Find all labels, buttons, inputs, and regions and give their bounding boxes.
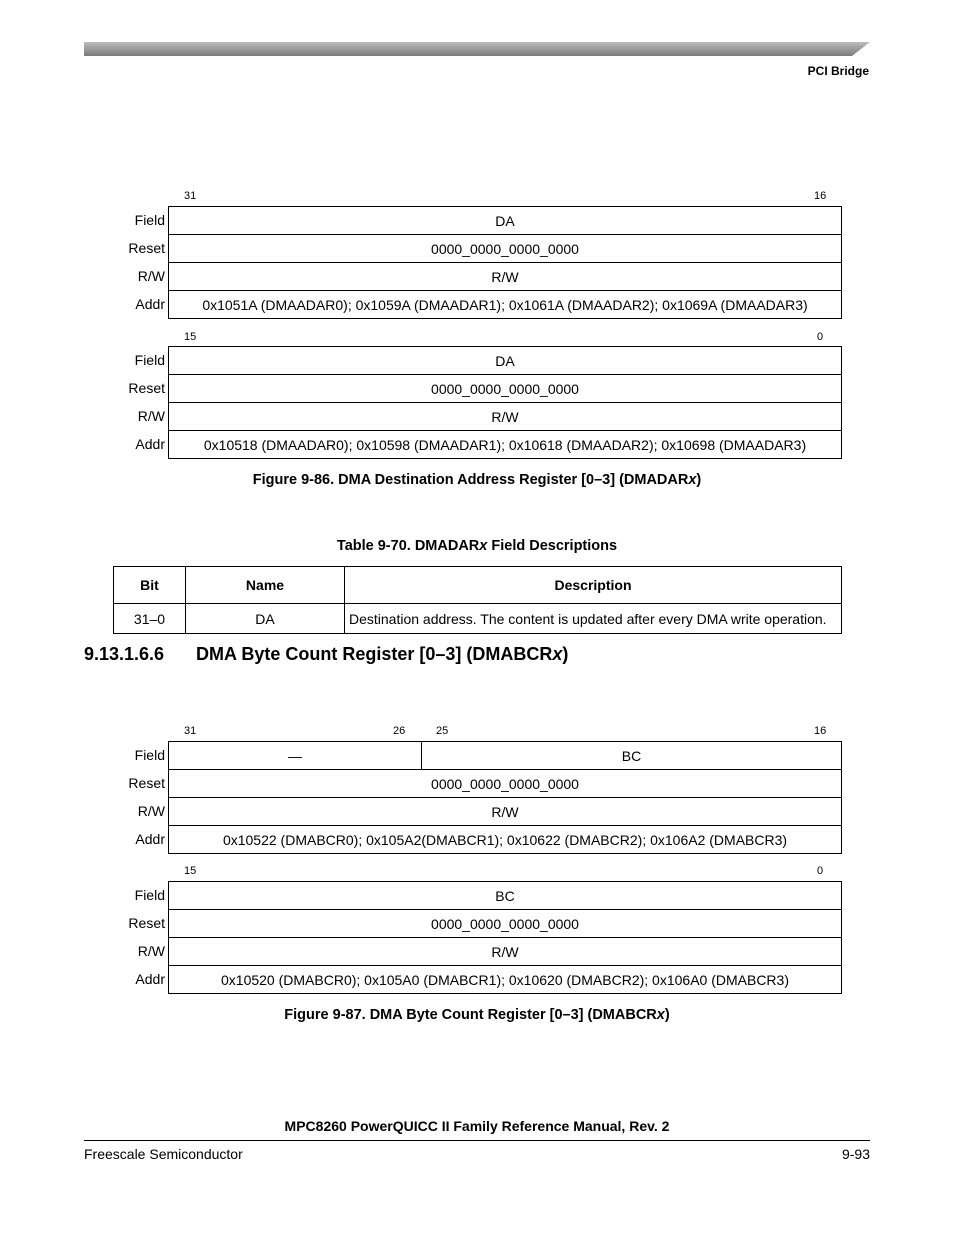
row-label-reset: Reset: [128, 380, 165, 396]
column-header: Bit: [114, 567, 186, 604]
row-label-addr: Addr: [135, 971, 165, 987]
footer-rule: [84, 1140, 870, 1141]
row-label-addr: Addr: [135, 296, 165, 312]
field-cell: DA: [169, 207, 842, 235]
header-bar: [84, 42, 870, 56]
register-diagram-dmabcr-lower: [168, 881, 842, 994]
description-cell: Destination address. The content is updated after every DMA write operation.: [345, 604, 842, 634]
register-diagram-dmadar-lower: [168, 346, 842, 459]
reserved-field-cell: —: [169, 742, 422, 770]
bit-number: 26: [393, 725, 406, 737]
bit-number: 0: [817, 331, 824, 343]
row-label-rw: R/W: [137, 268, 165, 284]
name-cell: DA: [186, 604, 345, 634]
rw-cell: R/W: [169, 798, 842, 826]
figure-caption: Figure 9-87. DMA Byte Count Register [0–3] (DMABCRx): [284, 1007, 670, 1023]
row-label-reset: Reset: [128, 775, 165, 791]
field-cell: BC: [422, 742, 842, 770]
register-diagram-dmabcr-upper: [168, 741, 842, 854]
bit-number: 16: [814, 190, 827, 202]
reset-cell: 0000_0000_0000_0000: [169, 235, 842, 263]
bit-number: 31: [184, 725, 197, 737]
field-description-table: [113, 566, 842, 634]
addr-cell: 0x10518 (DMAADAR0); 0x10598 (DMAADAR1); 0x10618 (DMAADAR2); 0x10698 (DMAADAR3): [169, 431, 842, 459]
column-header: Name: [186, 567, 345, 604]
rw-cell: R/W: [169, 263, 842, 291]
reset-cell: 0000_0000_0000_0000: [169, 910, 842, 938]
reset-cell: 0000_0000_0000_0000: [169, 770, 842, 798]
row-label-reset: Reset: [128, 240, 165, 256]
field-cell: DA: [169, 347, 842, 375]
row-label-addr: Addr: [135, 436, 165, 452]
reset-cell: 0000_0000_0000_0000: [169, 375, 842, 403]
table-row: [114, 604, 842, 634]
row-label-field: Field: [134, 212, 165, 228]
addr-cell: 0x10522 (DMABCR0); 0x105A2(DMABCR1); 0x10622 (DMABCR2); 0x106A2 (DMABCR3): [169, 826, 842, 854]
rw-cell: R/W: [169, 403, 842, 431]
row-label-addr: Addr: [135, 831, 165, 847]
footer-manual-title: MPC8260 PowerQUICC II Family Reference Manual, Rev. 2: [284, 1118, 670, 1134]
section-heading: 9.13.1.6.6 DMA Byte Count Register [0–3] (DMABCRx): [84, 644, 569, 664]
footer-company: Freescale Semiconductor: [84, 1146, 243, 1162]
addr-cell: 0x10520 (DMABCR0); 0x105A0 (DMABCR1); 0x10620 (DMABCR2); 0x106A0 (DMABCR3): [169, 966, 842, 994]
row-label-rw: R/W: [137, 408, 165, 424]
running-header: PCI Bridge: [807, 64, 869, 78]
bit-number: 15: [184, 865, 197, 877]
addr-cell: 0x1051A (DMAADAR0); 0x1059A (DMAADAR1); 0x1061A (DMAADAR2); 0x1069A (DMAADAR3): [169, 291, 842, 319]
row-label-field: Field: [134, 887, 165, 903]
table-caption: Table 9-70. DMADARx Field Descriptions: [336, 538, 618, 554]
figure-caption: Figure 9-86. DMA Destination Address Register [0–3] (DMADARx): [252, 472, 702, 488]
bit-number: 16: [814, 725, 827, 737]
bit-number: 31: [184, 190, 197, 202]
register-diagram-dmadar-upper: [168, 206, 842, 319]
row-label-field: Field: [134, 747, 165, 763]
row-label-field: Field: [134, 352, 165, 368]
rw-cell: R/W: [169, 938, 842, 966]
field-cell: BC: [169, 882, 842, 910]
bit-number: 0: [817, 865, 824, 877]
row-label-rw: R/W: [137, 803, 165, 819]
bit-number: 25: [436, 725, 449, 737]
bit-cell: 31–0: [114, 604, 186, 634]
bit-number: 15: [184, 331, 197, 343]
row-label-rw: R/W: [137, 943, 165, 959]
column-header: Description: [345, 567, 842, 604]
row-label-reset: Reset: [128, 915, 165, 931]
footer-page-number: 9-93: [841, 1146, 870, 1162]
